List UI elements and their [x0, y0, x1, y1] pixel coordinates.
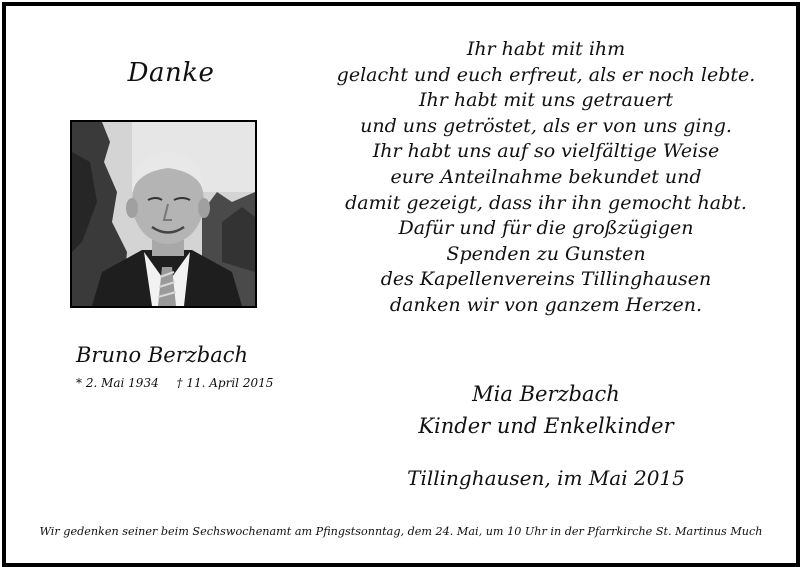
life-dates: [76, 376, 296, 390]
poem-line: danken wir von ganzem Herzen.: [389, 293, 703, 316]
poem-line: damit gezeigt, dass ihr ihn gemocht habt.: [345, 191, 747, 214]
poem-line: Dafür und für die großzügigen: [398, 217, 694, 240]
portrait-illustration: [72, 122, 255, 306]
poem-line: Ihr habt uns auf so vielfältige Weise: [372, 140, 720, 163]
signature-line: Mia Berzbach: [472, 382, 620, 406]
birth-date: * 2. Mai 1934: [76, 376, 159, 390]
heading-danke: Danke: [127, 58, 215, 88]
obituary-card: [2, 2, 800, 567]
place-date: Tillinghausen, im Mai 2015: [407, 466, 685, 490]
memorial-notice: Wir gedenken seiner beim Sechswochenamt am Pfingstsonntag, dem 24. Mai, um 10 Uhr in der Pfarrkirche St. Martinus Much: [39, 525, 763, 538]
signature-block: [326, 378, 766, 442]
poem-line: des Kapellenvereins Tillinghausen: [380, 268, 712, 291]
poem-line: Ihr habt mit ihm: [466, 38, 626, 60]
poem-line: und uns getröstet, als er von uns ging.: [360, 114, 732, 137]
portrait-photo: [70, 120, 257, 308]
signature-line: Kinder und Enkelkinder: [418, 414, 674, 438]
poem-line: gelacht und euch erfreut, als er noch lebte.: [336, 63, 756, 86]
left-column: [66, 6, 276, 406]
poem-line: Spenden zu Gunsten: [446, 242, 646, 265]
poem-line: Ihr habt mit uns getrauert: [419, 89, 673, 112]
deceased-name: Bruno Berzbach: [76, 343, 249, 367]
thank-you-poem: [326, 37, 766, 319]
poem-line: eure Anteilnahme bekundet und: [390, 165, 702, 188]
death-date: † 11. April 2015: [176, 376, 274, 390]
